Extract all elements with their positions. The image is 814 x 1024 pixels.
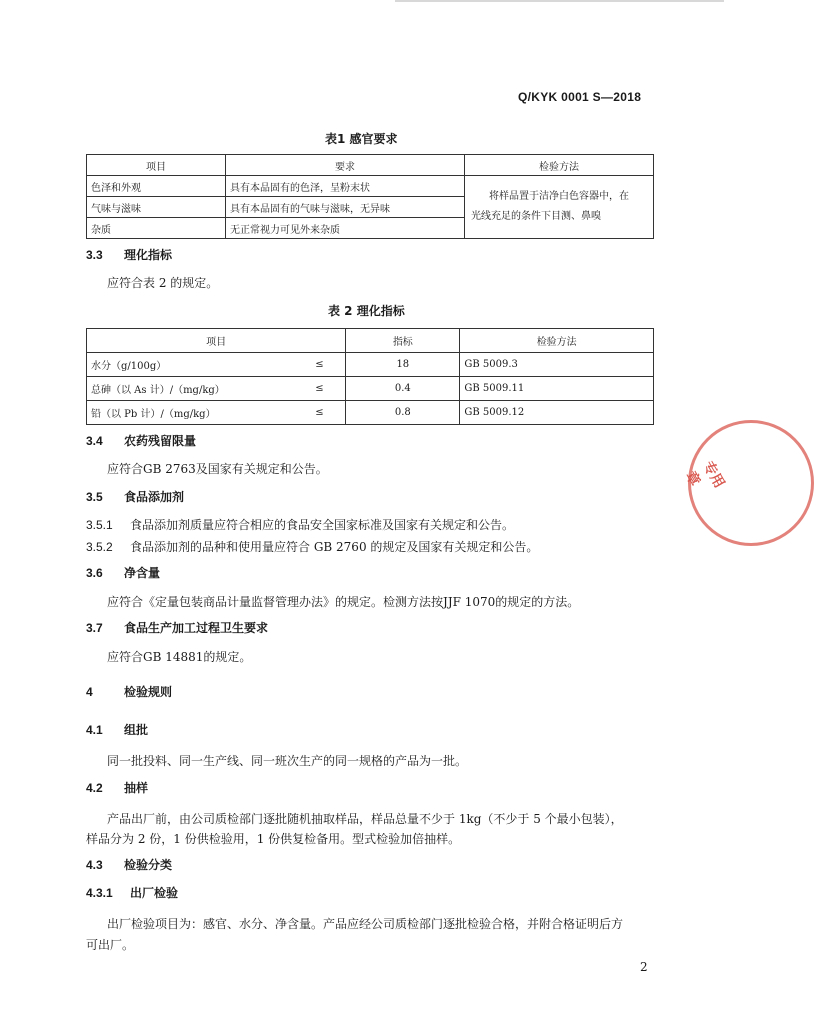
table-cell-op: ≤ <box>294 377 346 401</box>
table-header-cell: 项目 <box>87 329 346 353</box>
table1-caption: 表1 感官要求 <box>325 132 398 146</box>
table-row <box>87 353 654 377</box>
table-cell-item: 水分（g/100g） <box>87 353 294 377</box>
table-cell-method: GB 5009.3 <box>460 353 654 377</box>
table-header-cell: 检验方法 <box>465 155 654 176</box>
section-title: 食品生产加工过程卫生要求 <box>124 621 269 635</box>
section-title: 组批 <box>124 723 149 737</box>
section-number: 4.3 <box>86 858 103 872</box>
table-cell-item: 总砷（以 As 计）/（mg/kg） <box>87 377 294 401</box>
section-3-5-heading <box>86 488 184 505</box>
table-header-cell: 项目 <box>87 155 226 176</box>
table2-caption: 表 2 理化指标 <box>328 304 405 318</box>
table-row <box>87 377 654 401</box>
section-number: 3.4 <box>86 434 103 448</box>
table-cell-op: ≤ <box>294 401 346 425</box>
subsection-number: 3.5.2 <box>86 540 113 554</box>
section-4-heading <box>86 683 172 700</box>
section-4-2-line2: 样品分为 2 份，1 份供检验用，1 份供复检备用。型式检验加倍抽样。 <box>86 832 461 846</box>
section-4-1-text: 同一批投料、同一生产线、同一班次生产的同一规格的产品为一批。 <box>107 754 468 768</box>
table-header-cell: 要求 <box>226 155 465 176</box>
section-3-7-heading <box>86 619 268 636</box>
subsection-text: 食品添加剂的品种和使用量应符合 GB 2760 的规定及国家有关规定和公告。 <box>130 540 539 554</box>
table1-method-cell <box>465 176 654 239</box>
table-row <box>87 401 654 425</box>
section-title: 检验规则 <box>124 685 173 699</box>
section-number: 4.1 <box>86 723 103 737</box>
section-3-3-text: 应符合表 2 的规定。 <box>107 276 219 290</box>
table-cell-method: GB 5009.11 <box>460 377 654 401</box>
section-number: 3.5 <box>86 490 103 504</box>
table-header-row <box>87 329 654 353</box>
section-title: 食品添加剂 <box>124 490 185 504</box>
section-number: 4 <box>86 685 93 699</box>
doc-number: Q/KYK 0001 S—2018 <box>518 90 642 104</box>
section-title: 出厂检验 <box>130 886 179 900</box>
section-number: 4.2 <box>86 781 103 795</box>
seal-text: 专用章 <box>682 458 728 492</box>
subsection-text: 食品添加剂质量应符合相应的食品安全国家标准及国家有关规定和公告。 <box>130 518 515 532</box>
page-number: 2 <box>640 960 648 974</box>
section-4-1-heading <box>86 721 148 738</box>
method-line: 光线充足的条件下目测、鼻嗅 <box>471 211 601 222</box>
table-header-row <box>87 155 654 176</box>
section-number: 3.6 <box>86 566 103 580</box>
section-4-3-1-line1: 出厂检验项目为：感官、水分、净含量。产品应经公司质检部门逐批检验合格，并附合格证明后方 <box>107 917 624 931</box>
table-cell: 具有本品固有的气味与滋味，无异味 <box>226 197 465 218</box>
table-cell: 无正常视力可见外来杂质 <box>226 218 465 239</box>
table-row <box>87 176 654 197</box>
section-title: 检验分类 <box>124 858 173 872</box>
table-cell-method: GB 5009.12 <box>460 401 654 425</box>
table-cell-value: 0.4 <box>346 377 460 401</box>
section-title: 净含量 <box>124 566 161 580</box>
section-title: 农药残留限量 <box>124 434 197 448</box>
section-3-3-heading <box>86 246 172 263</box>
section-3-4-heading <box>86 432 196 449</box>
section-3-6-text: 应符合《定量包装商品计量监督管理办法》的规定。检测方法按JJF 1070的规定的方法。 <box>107 595 580 609</box>
section-number: 4.3.1 <box>86 886 113 900</box>
section-3-6-heading <box>86 564 160 581</box>
section-4-2-line1: 产品出厂前，由公司质检部门逐批随机抽取样品，样品总量不少于 1kg（不少于 5 个最小包装）， <box>107 812 623 826</box>
method-line: 将样品置于洁净白色容器中，在 <box>489 191 629 202</box>
section-title: 抽样 <box>124 781 149 795</box>
table-cell: 色泽和外观 <box>87 176 226 197</box>
table-header-cell: 检验方法 <box>460 329 654 353</box>
section-4-2-heading <box>86 779 148 796</box>
table-cell: 气味与滋味 <box>87 197 226 218</box>
subsection-3-5-1 <box>86 516 514 533</box>
section-title: 理化指标 <box>124 248 173 262</box>
subsection-3-5-2 <box>86 538 538 555</box>
section-4-3-1-heading <box>86 884 178 901</box>
section-number: 3.7 <box>86 621 103 635</box>
table-header-cell: 指标 <box>346 329 460 353</box>
table-cell: 具有本品固有的色泽，呈粉末状 <box>226 176 465 197</box>
table-cell-value: 18 <box>346 353 460 377</box>
table-cell-item: 铅（以 Pb 计）/（mg/kg） <box>87 401 294 425</box>
section-3-4-text: 应符合GB 2763及国家有关规定和公告。 <box>107 462 328 476</box>
subsection-number: 3.5.1 <box>86 518 113 532</box>
table2 <box>86 328 654 425</box>
top-rule <box>395 0 724 2</box>
section-4-3-heading <box>86 856 172 873</box>
table1 <box>86 154 654 239</box>
section-4-3-1-line2: 可出厂。 <box>86 938 135 952</box>
table-cell: 杂质 <box>87 218 226 239</box>
section-3-7-text: 应符合GB 14881的规定。 <box>107 650 252 664</box>
section-number: 3.3 <box>86 248 103 262</box>
table-cell-op: ≤ <box>294 353 346 377</box>
table-cell-value: 0.8 <box>346 401 460 425</box>
